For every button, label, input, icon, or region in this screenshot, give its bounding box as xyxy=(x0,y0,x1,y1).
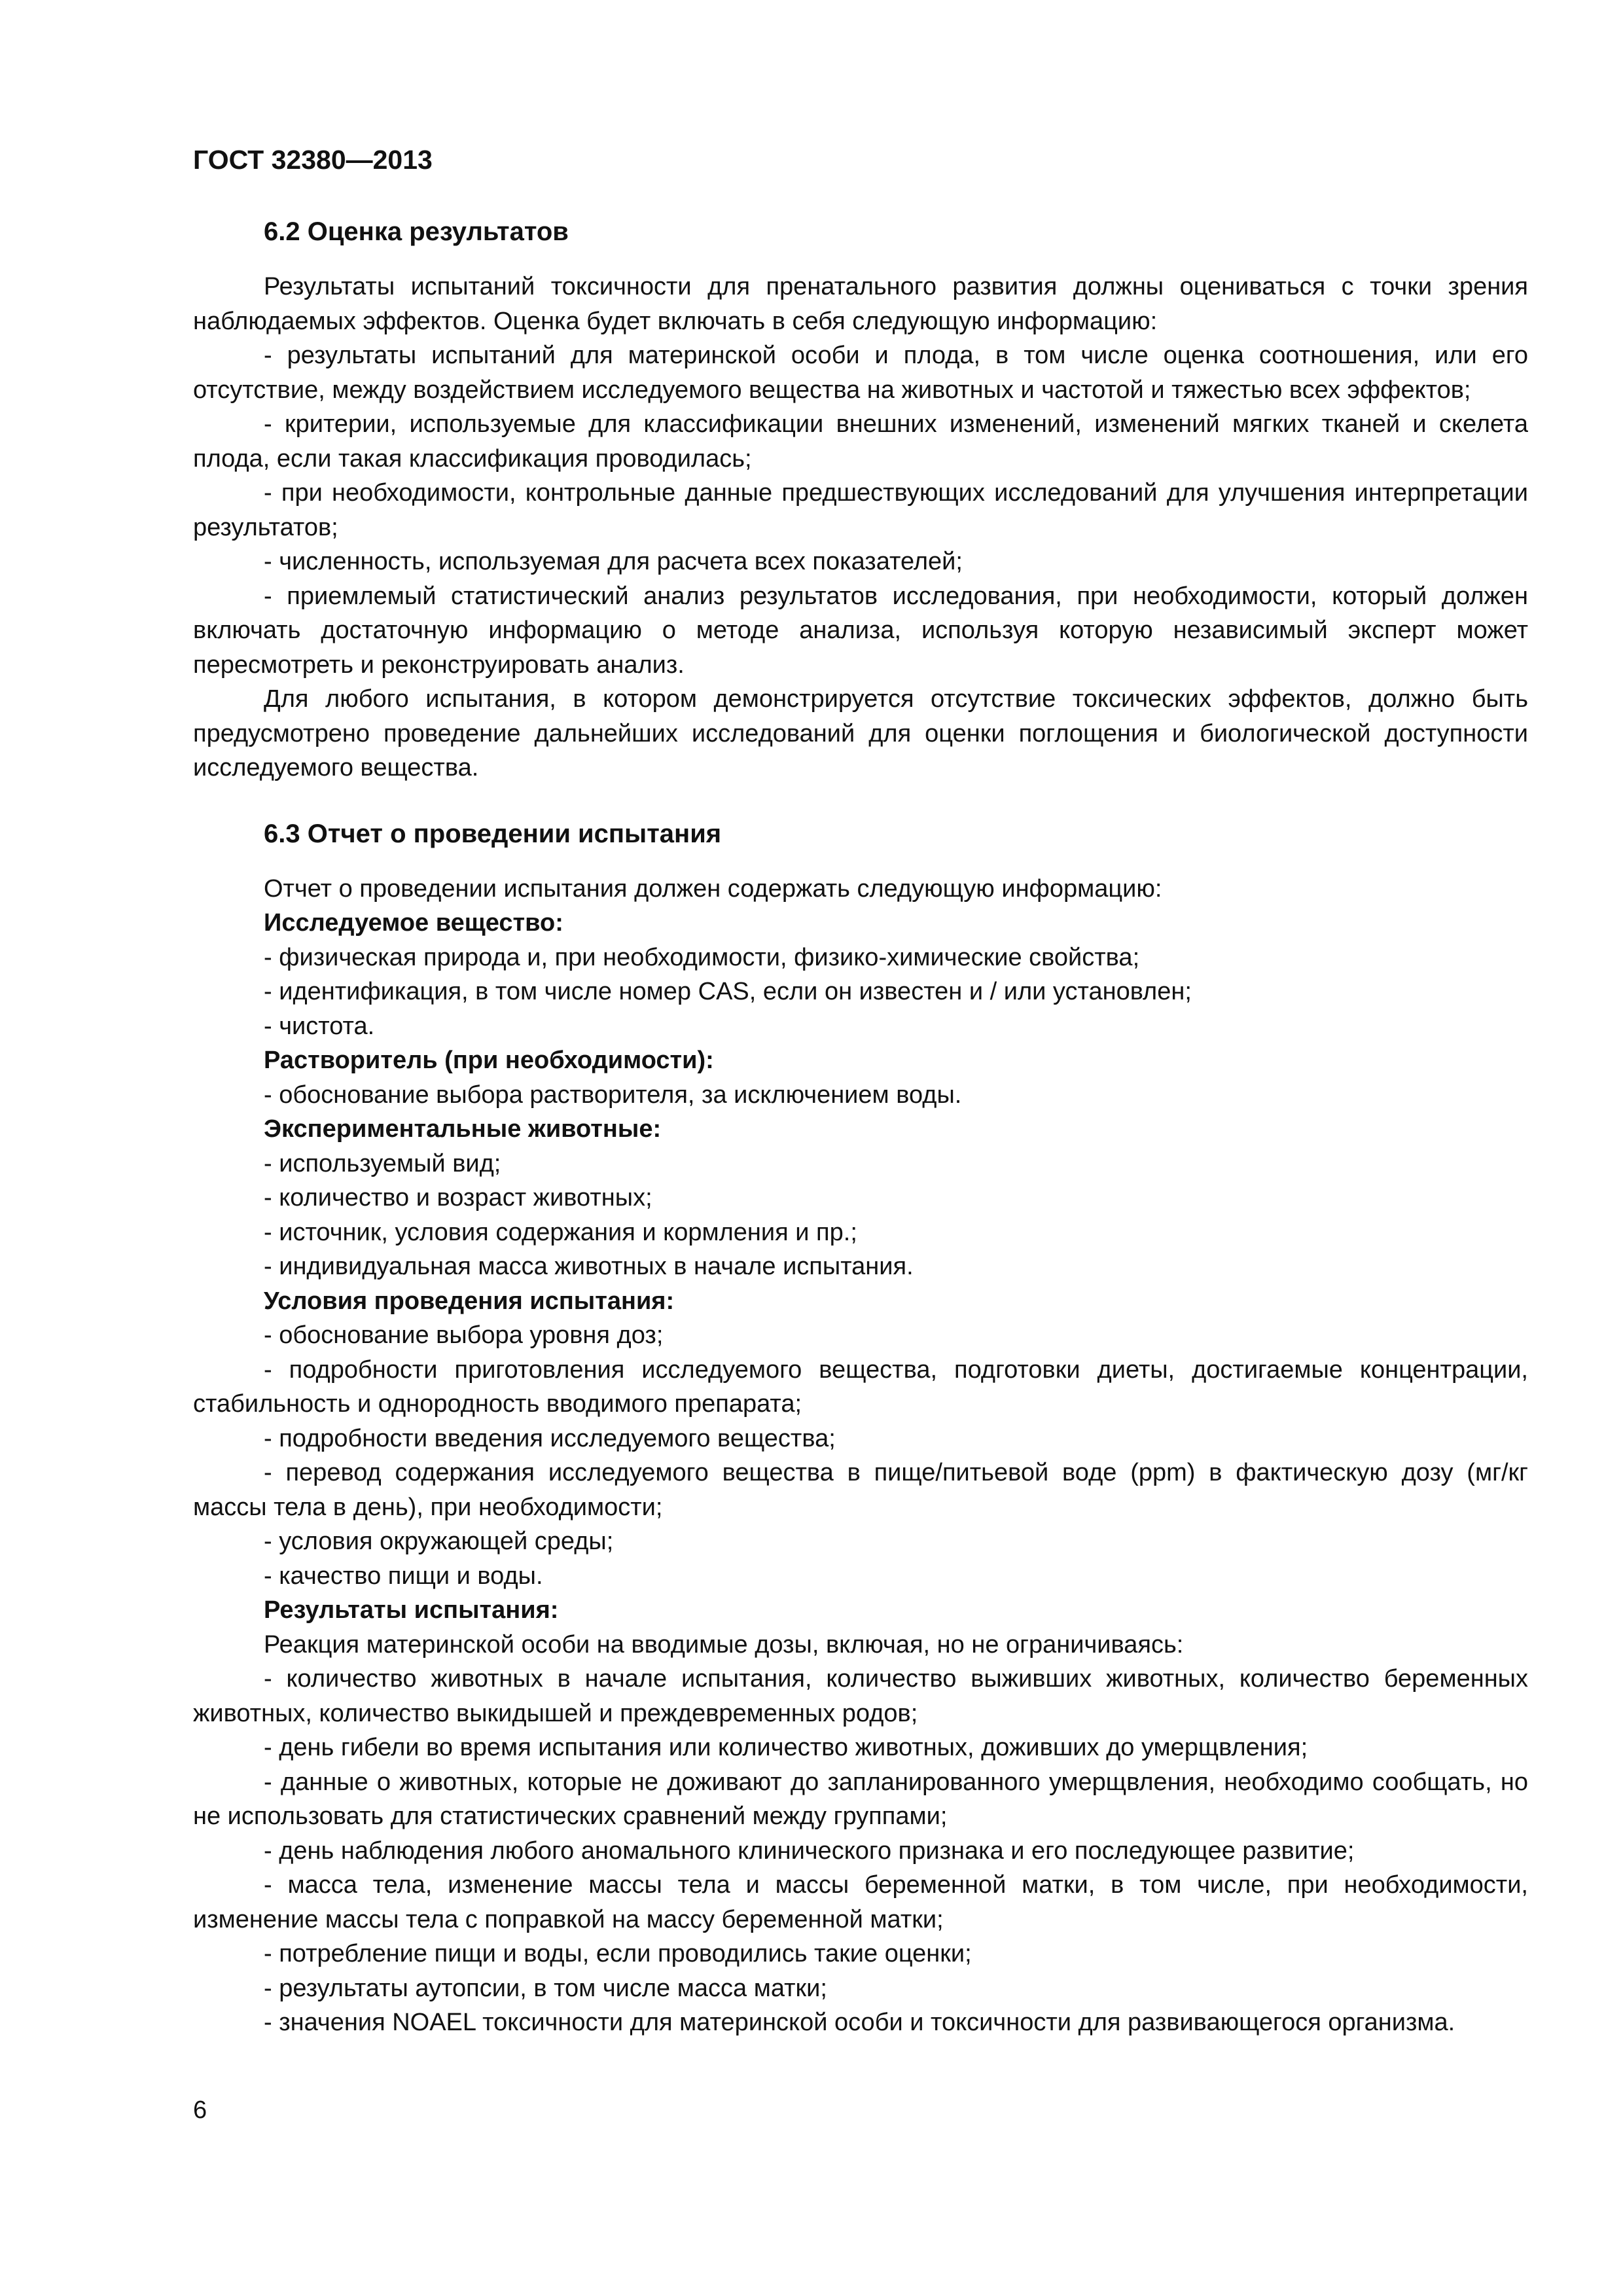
list-item: - используемый вид; xyxy=(264,1149,501,1177)
list-item: - физическая природа и, при необходимости, физико-химические свойства; xyxy=(264,943,1140,971)
document-header: ГОСТ 32380—2013 xyxy=(193,145,433,175)
list-item: - день гибели во время испытания или количество животных, доживших до умерщвления; xyxy=(264,1734,1308,1761)
list-item: - масса тела, изменение массы тела и массы беременной матки, в том числе, при необходимости, изменение массы тела с поправкой на массу беременной матки; xyxy=(193,1871,1528,1933)
section-6-2-closing: Для любого испытания, в котором демонстрируется отсутствие токсических эффектов, должно быть предусмотрено проведение дальнейших исследований для оценки поглощения и биологической доступности исследуемого вещества. xyxy=(193,685,1528,781)
list-item: - приемлемый статистический анализ результатов исследования, при необходимости, который должен включать достаточную информацию о методе анализа, используя которую независимый эксперт может пересмотреть и реконструировать анализ. xyxy=(193,582,1528,679)
document-page xyxy=(193,143,1528,2040)
list-item: - идентификация, в том числе номер CAS, если он известен и / или установлен; xyxy=(264,978,1192,1005)
test-substance-heading: Исследуемое вещество: xyxy=(264,909,563,937)
list-item: - перевод содержания исследуемого вещества в пище/питьевой воде (ppm) в фактическую дозу (мг/кг массы тела в день), при необходимости; xyxy=(193,1459,1528,1521)
list-item: - критерии, используемые для классификации внешних изменений, изменений мягких тканей и скелета плода, если такая классификация проводилась; xyxy=(193,410,1528,473)
list-item: - условия окружающей среды; xyxy=(264,1528,614,1555)
list-item: - при необходимости, контрольные данные предшествующих исследований для улучшения интерпретации результатов; xyxy=(193,479,1528,541)
list-item: - количество и возраст животных; xyxy=(264,1184,652,1211)
section-6-2-title: 6.2 Оценка результатов xyxy=(264,217,569,246)
page-number: 6 xyxy=(193,2096,207,2124)
conditions-heading: Условия проведения испытания: xyxy=(264,1287,675,1315)
list-item: - подробности введения исследуемого вещества; xyxy=(264,1424,836,1452)
list-item: - обоснование выбора растворителя, за исключением воды. xyxy=(264,1081,962,1109)
section-6-2-intro: Результаты испытаний токсичности для пренатального развития должны оцениваться с точки зрения наблюдаемых эффектов. Оценка будет включать в себя следующую информацию: xyxy=(193,273,1528,335)
section-6-3-title: 6.3 Отчет о проведении испытания xyxy=(264,819,722,848)
list-item: - потребление пищи и воды, если проводились такие оценки; xyxy=(264,1940,972,1967)
list-item: - значения NOAEL токсичности для материнской особи и токсичности для развивающегося организма. xyxy=(264,2009,1455,2036)
list-item: - данные о животных, которые не доживают до запланированного умерщвления, необходимо сообщать, но не использовать для статистических сравнений между группами; xyxy=(193,1768,1528,1830)
results-heading: Результаты испытания: xyxy=(264,1596,559,1624)
list-item: - результаты испытаний для материнской особи и плода, в том числе оценка соотношения, или его отсутствие, между воздействием исследуемого вещества на животных и частотой и тяжестью всех эффектов; xyxy=(193,342,1528,404)
vehicle-heading: Растворитель (при необходимости): xyxy=(264,1047,714,1074)
list-item: - день наблюдения любого аномального клинического признака и его последующее развитие; xyxy=(264,1837,1355,1865)
list-item: - численность, используемая для расчета всех показателей; xyxy=(264,548,963,575)
section-6-3-intro: Отчет о проведении испытания должен содержать следующую информацию: xyxy=(264,874,1162,903)
list-item: - подробности приготовления исследуемого вещества, подготовки диеты, достигаемые концентрации, стабильность и однородность вводимого препарата; xyxy=(193,1355,1528,1418)
list-item: - количество животных в начале испытания, количество выживших животных, количество беременных животных, количество выкидышей и преждевременных родов; xyxy=(193,1665,1528,1727)
list-item: - результаты аутопсии, в том числе масса матки; xyxy=(264,1974,827,2002)
list-item: - качество пищи и воды. xyxy=(264,1562,543,1590)
list-item: - источник, условия содержания и кормления и пр.; xyxy=(264,1218,857,1246)
animals-heading: Экспериментальные животные: xyxy=(264,1115,662,1143)
list-item: - чистота. xyxy=(264,1012,375,1040)
list-item: - индивидуальная масса животных в начале испытания. xyxy=(264,1253,914,1280)
list-item: - обоснование выбора уровня доз; xyxy=(264,1321,664,1349)
results-intro: Реакция материнской особи на вводимые дозы, включая, но не ограничиваясь: xyxy=(264,1630,1184,1659)
